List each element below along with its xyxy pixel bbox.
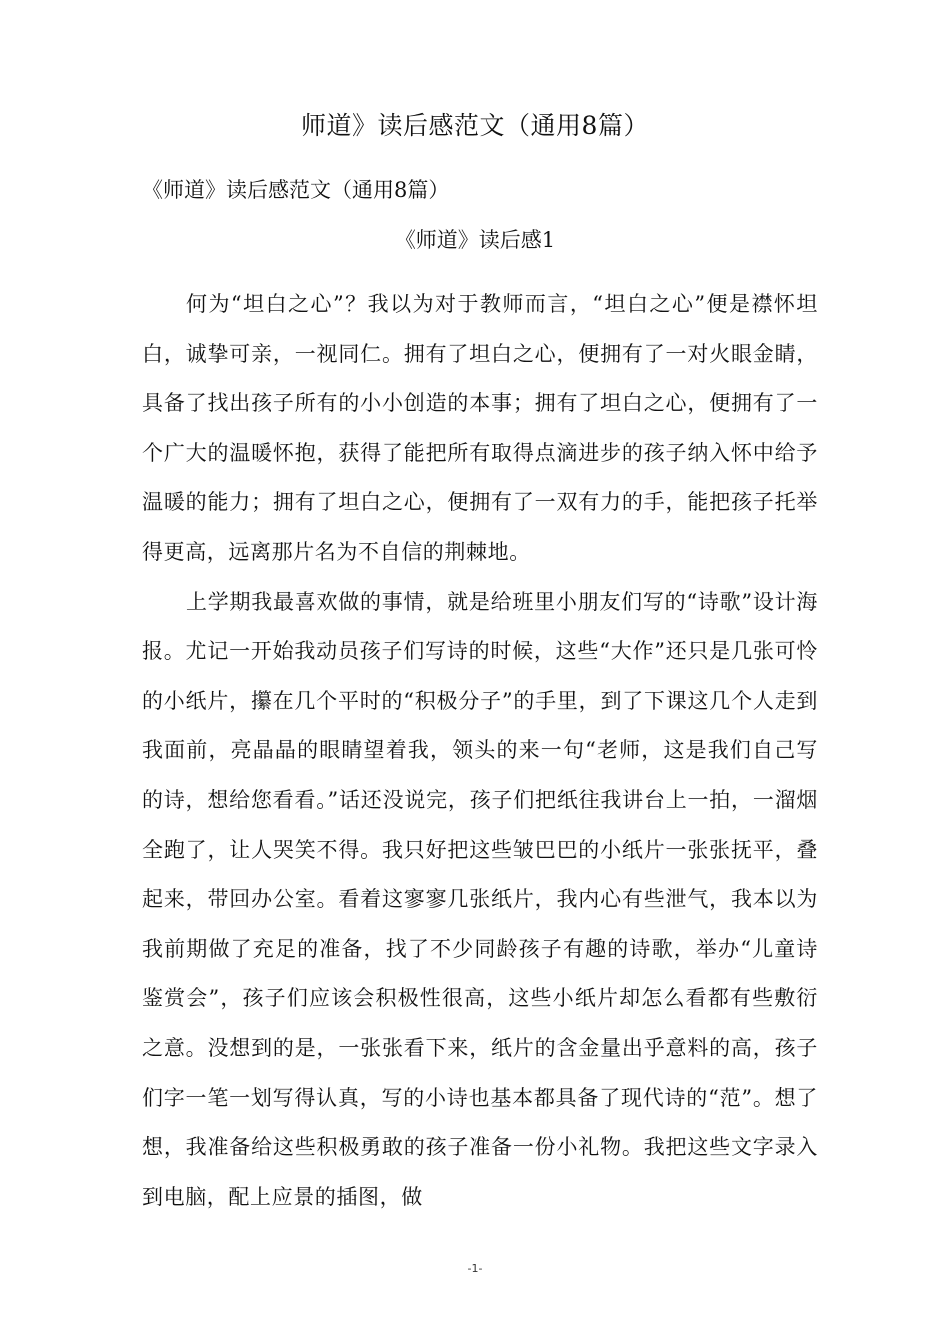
document-body — [142, 280, 818, 1222]
paragraph: 何为“坦白之心”？我以为对于教师而言，“坦白之心”便是襟怀坦白，诚挚可亲，一视同仁。拥有了坦白之心，便拥有了一对火眼金睛，具备了找出孩子所有的小小创造的本事；拥有了坦白之心，便拥有了一个广大的温暖怀抱，获得了能把所有取得点滴进步的孩子纳入怀中给予温暖的能力；拥有了坦白之心，便拥有了一双有力的手，能把孩子托举得更高，远离那片名为不自信的荆棘地。 — [142, 292, 818, 564]
document-title: 师道》读后感范文（通用8篇） — [301, 111, 649, 140]
section-heading: 《师道》读后感1 — [394, 228, 556, 252]
document-subtitle: 《师道》读后感范文（通用8篇） — [142, 178, 450, 202]
paragraph: 上学期我最喜欢做的事情，就是给班里小朋友们写的“诗歌”设计海报。尤记一开始我动员孩子们写诗的时候，这些“大作”还只是几张可怜的小纸片，攥在几个平时的“积极分子”的手里，到了下课这几个人走到我面前，亮晶晶的眼睛望着我，领头的来一句“老师，这是我们自己写的诗，想给您看看。”话还没说完，孩子们把纸往我讲台上一拍，一溜烟全跑了，让人哭笑不得。我只好把这些皱巴巴的小纸片一张张抚平，叠起来，带回办公室。看着这寥寥几张纸片，我内心有些泄气，我本以为我前期做了充足的准备，找了不少同龄孩子有趣的诗歌，举办“儿童诗鉴赏会”，孩子们应该会积极性很高，这些小纸片却怎么看都有些敷衍之意。没想到的是，一张张看下来，纸片的含金量出乎意料的高，孩子们字一笔一划写得认真，写的小诗也基本都具备了现代诗的“范”。想了想，我准备给这些积极勇敢的孩子准备一份小礼物。我把这些文字录入到电脑，配上应景的插图，做 — [142, 589, 818, 1209]
page-number: -1- — [467, 1262, 483, 1275]
